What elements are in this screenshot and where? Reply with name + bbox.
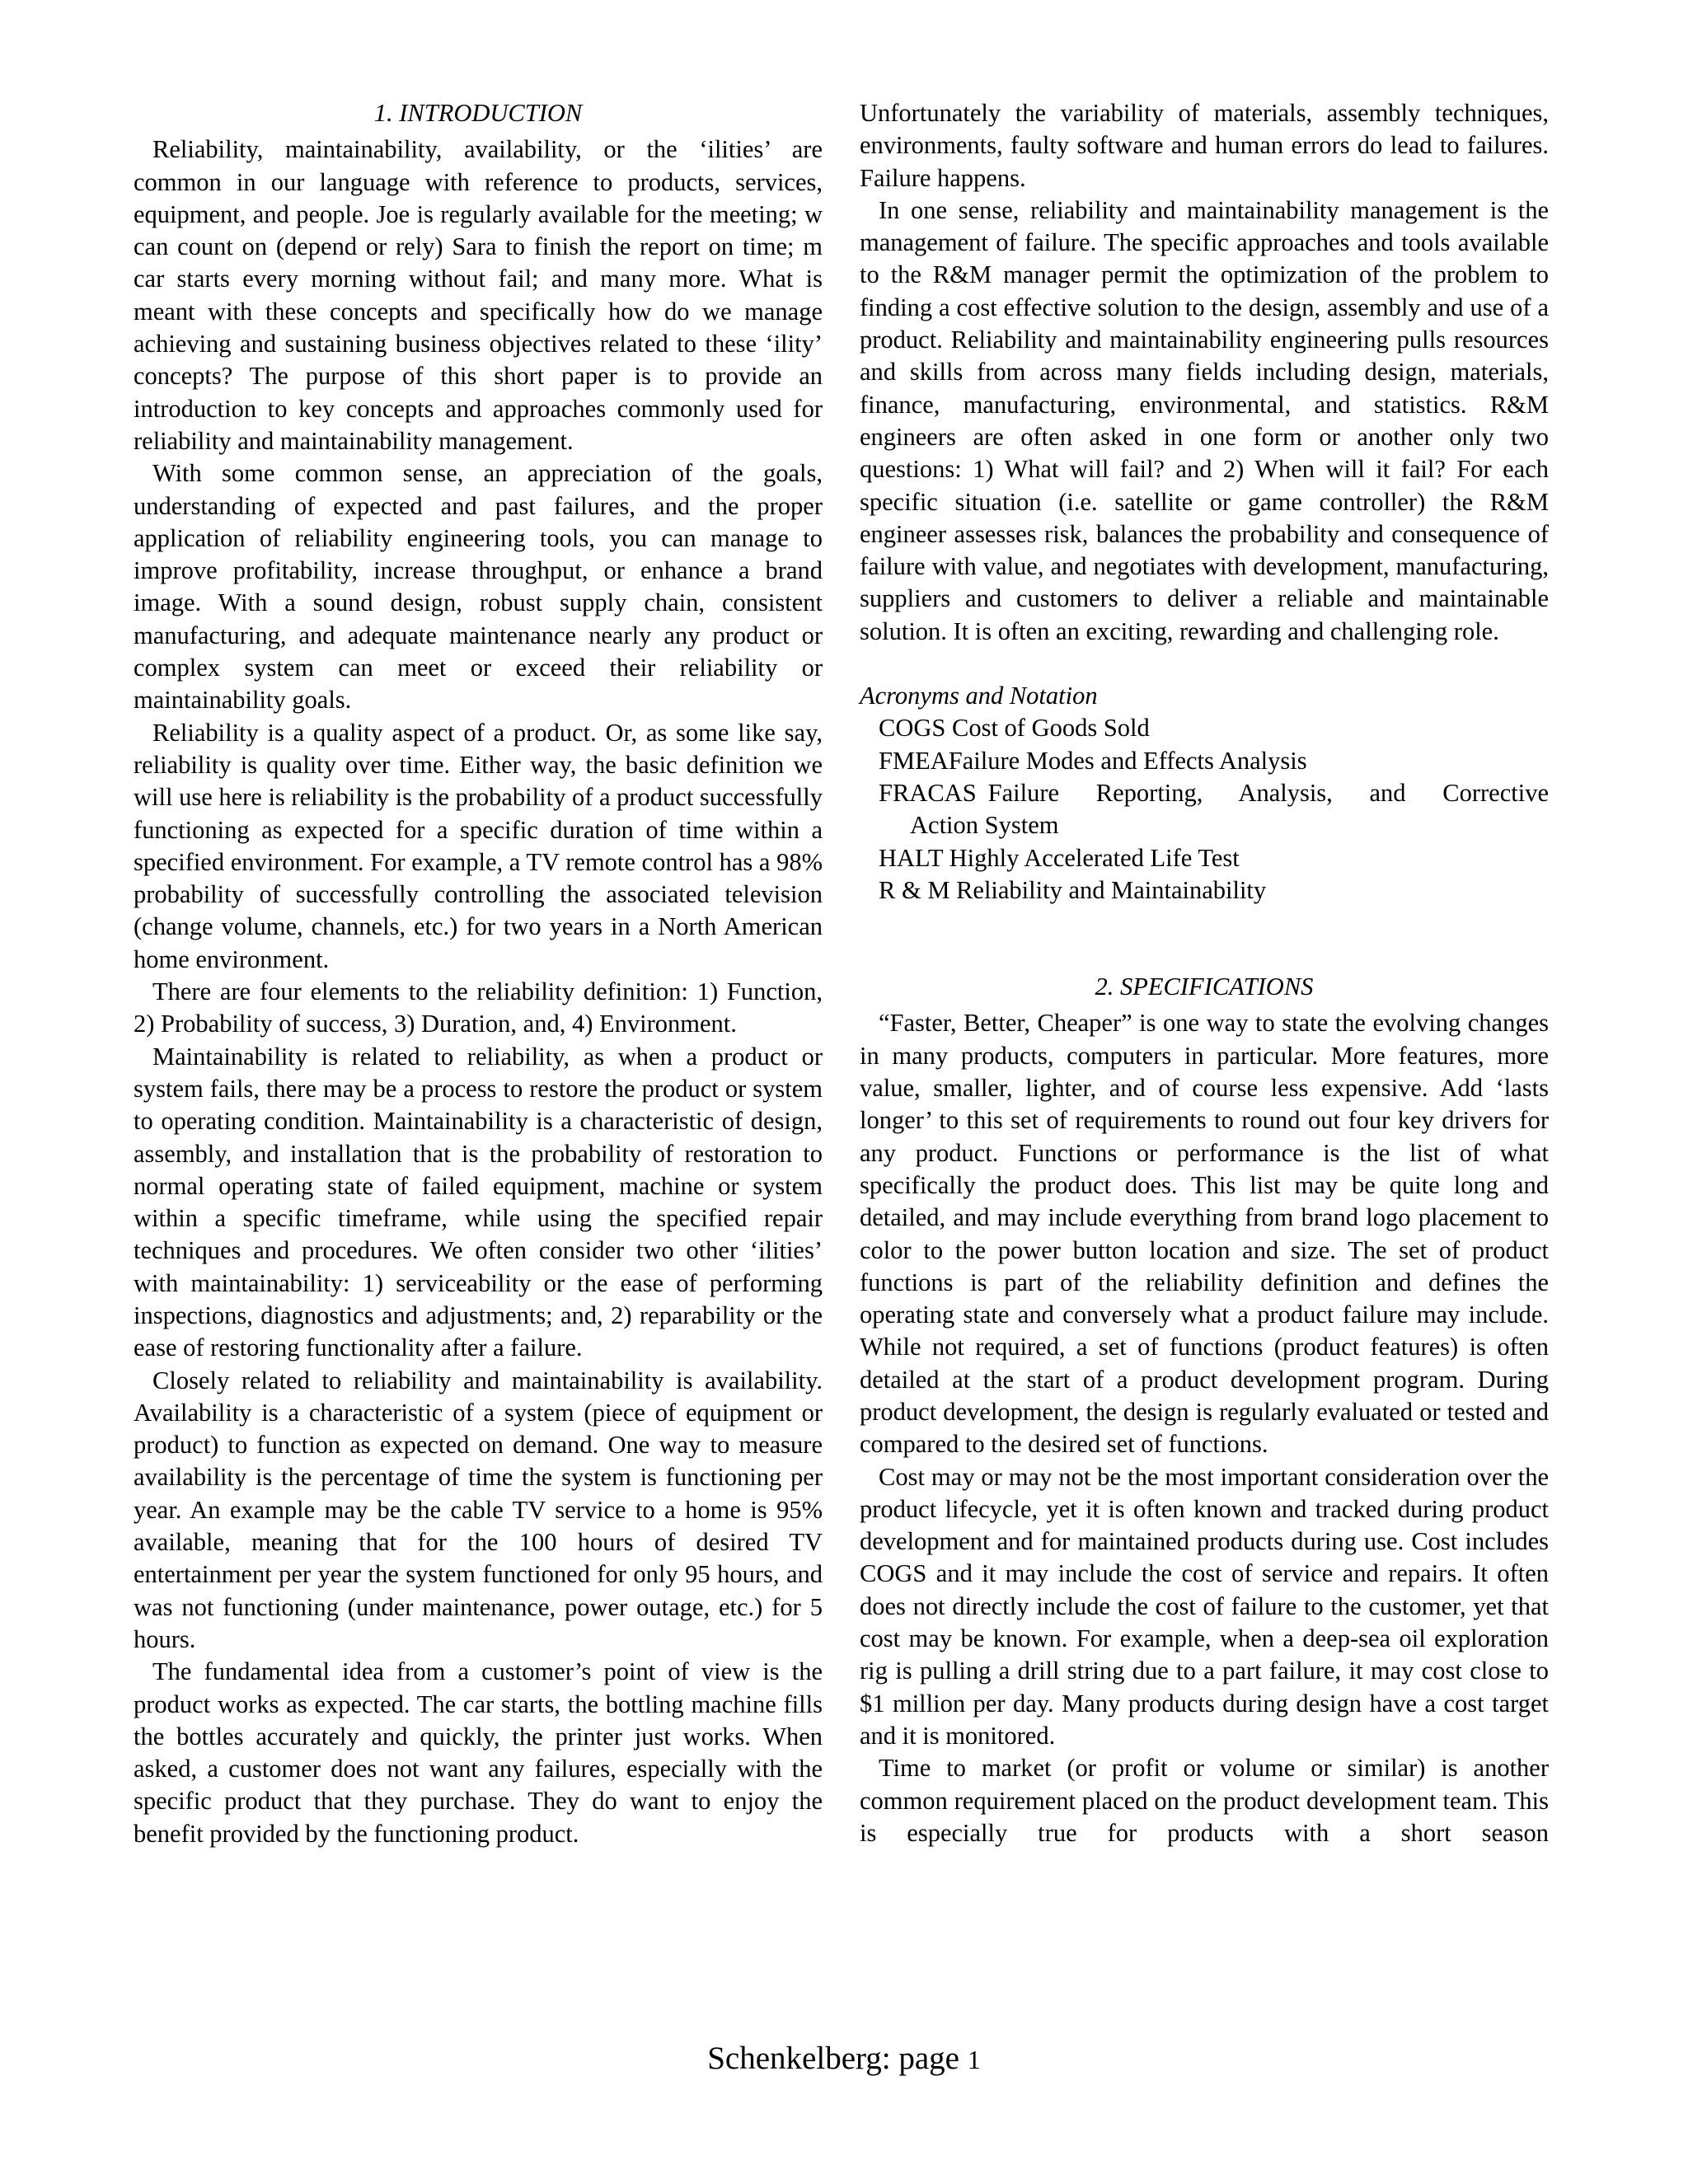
paragraph: The fundamental idea from a customer’s point of view is the product works as expected. The car starts, the bottling machine fills the bottles accurately and quickly, the printer just works. When asked, a customer does not want any failures, especially with the specific product that they purchase. They do want to enjoy the benefit provided by the functioning product. [134, 1657, 823, 1848]
acronym-term: FRACAS [879, 778, 977, 807]
acronym-definition: Cost of Goods Sold [951, 714, 1150, 743]
left-column [134, 97, 823, 1850]
paragraph: Time to market (or profit or volume or similar) is another common requirement placed on the product development team. This is especially true for products with a short season [860, 1754, 1549, 1847]
paragraph: Reliability is a quality aspect of a product. Or, as some like say, reliability is quality over time. Either way, the basic definition we will use here is reliability is the probability of a product successfully functioning as expected for a specific duration of time within a specified environment. For example, a TV remote control has a 98% probability of successfully controlling the associated television (change volume, channels, etc.) for two years in a North American home environment. [134, 718, 823, 973]
right-column [860, 97, 1549, 1849]
footer-label: Schenkelberg: page [707, 2041, 959, 2076]
page-number: 1 [967, 2045, 981, 2074]
section-heading-specifications: 2. SPECIFICATIONS [1095, 972, 1314, 1001]
acronym-term: R & M [879, 875, 950, 904]
section-heading-introduction: 1. INTRODUCTION [373, 99, 583, 127]
paragraph: Closely related to reliability and maintainability is availability. Availability is a characteristic of a system (piece of equipment or product) to function as expected on demand. One way to measure availability is the percentage of time the system is functioning per year. An example may be the cable TV service to a home is 95% available, meaning that for the 100 hours of desired TV entertainment per year the system functioned for only 95 hours, and was not functioning (under maintenance, power outage, etc.) for 5 hours. [134, 1366, 823, 1653]
paragraph: Unfortunately the variability of materials, assembly techniques, environments, faulty software and human errors do lead to failures. Failure happens. [860, 99, 1549, 192]
paragraph: In one sense, reliability and maintainability management is the management of failure. The specific approaches and tools available to the R&M manager permit the optimization of the problem to finding a cost effective solution to the design, assembly and use of a product. Reliability and maintainability engineering pulls resources and skills from across many fields including design, materials, finance, manufacturing, environmental, and statistics. R&M engineers are often asked in one form or another only two questions: 1) What will fail? and 2) When will it fail? For each specific situation (i.e. satellite or game controller) the R&M engineer assesses risk, balances the probability and consequence of failure with value, and negotiates with development, manufacturing, suppliers and customers to deliver a reliable and maintainable solution. It is often an exciting, rewarding and challenging role. [860, 195, 1549, 645]
acronym-definition: Reliability and Maintainability [956, 875, 1267, 904]
acronym-item [860, 745, 1549, 777]
paragraph: With some common sense, an appreciation of the goals, understanding of expected and past failures, and the proper application of reliability engineering tools, you can manage to improve profitability, increase throughput, or enhance a brand image. With a sound design, robust supply chain, consistent manufacturing, and adequate maintenance nearly any product or complex system can meet or exceed their reliability or maintainability goals. [134, 459, 823, 715]
acronym-line [879, 777, 1549, 809]
acronym-item [860, 842, 1549, 874]
acronym-item [860, 712, 1549, 744]
paragraph: Reliability, maintainability, availability, or the ‘ilities’ are common in our language with reference to products, services, equipment, and people. Joe is regularly available for the meeting; w can count on (depend or rely) Sara to finish the report on time; m car starts every morning without fail; and many more. What is meant with these concepts and specifically how do we manage achieving and sustaining business objectives related to these ‘ility’ concepts? The purpose of this short paper is to provide an introduction to key concepts and approaches commonly used for reliability and maintainability management. [134, 135, 823, 455]
acronym-term: HALT [879, 843, 943, 872]
acronyms-heading: Acronyms and Notation [860, 682, 1098, 710]
acronym-list [860, 712, 1549, 907]
acronym-term: COGS [879, 714, 946, 743]
acronym-item [860, 777, 1549, 842]
paragraph: Maintainability is related to reliability, as when a product or system fails, there may be a process to restore the product or system to operating condition. Maintainability is a characteristic of design, assembly, and installation that is the probability of restoration to normal operating state of failed equipment, machine or system within a specific timeframe, while using the specified repair techniques and procedures. We often consider two other ‘ilities’ with maintainability: 1) serviceability or the ease of performing inspections, diagnostics and adjustments; and, 2) reparability or the ease of restoring functionality after a failure. [134, 1042, 823, 1362]
acronym-definition: Highly Accelerated Life Test [949, 843, 1240, 872]
page-footer [0, 2039, 1688, 2079]
acronym-definition: Failure Modes and Effects Analysis [948, 746, 1307, 775]
acronym-item [860, 874, 1549, 907]
acronym-continuation: Action System [910, 811, 1059, 840]
paragraph: There are four elements to the reliability definition: 1) Function, 2) Probability of success, 3) Duration, and, 4) Environment. [134, 977, 823, 1038]
acronym-definition: Failure Reporting, Analysis, and Corrective [987, 778, 1549, 807]
acronym-term: FMEA [879, 746, 949, 775]
paragraph: “Faster, Better, Cheaper” is one way to state the evolving changes in many products, computers in particular. More features, more value, smaller, lighter, and of course less expensive. Add ‘lasts longer’ to this set of requirements to round out four key drivers for any product. Functions or performance is the list of what specifically the product does. This list may be quite long and detailed, and may include everything from brand logo placement to color to the power button location and size. The set of product functions is part of the reliability definition and defines the operating state and conversely what a product failure may include. While not required, a set of functions (product features) is often detailed at the start of a product development program. During product development, the design is regularly evaluated or tested and compared to the desired set of functions. [860, 1009, 1549, 1459]
paragraph: Cost may or may not be the most important consideration over the product lifecycle, yet it is often known and tracked during product development and for maintained products during use. Cost includes COGS and it may include the cost of service and repairs. It often does not directly include the cost of failure to the customer, yet that cost may be known. For example, when a deep-sea oil exploration rig is pulling a drill string due to a part failure, it may cost close to $1 million per day. Many products during design have a cost target and it is monitored. [860, 1462, 1549, 1750]
